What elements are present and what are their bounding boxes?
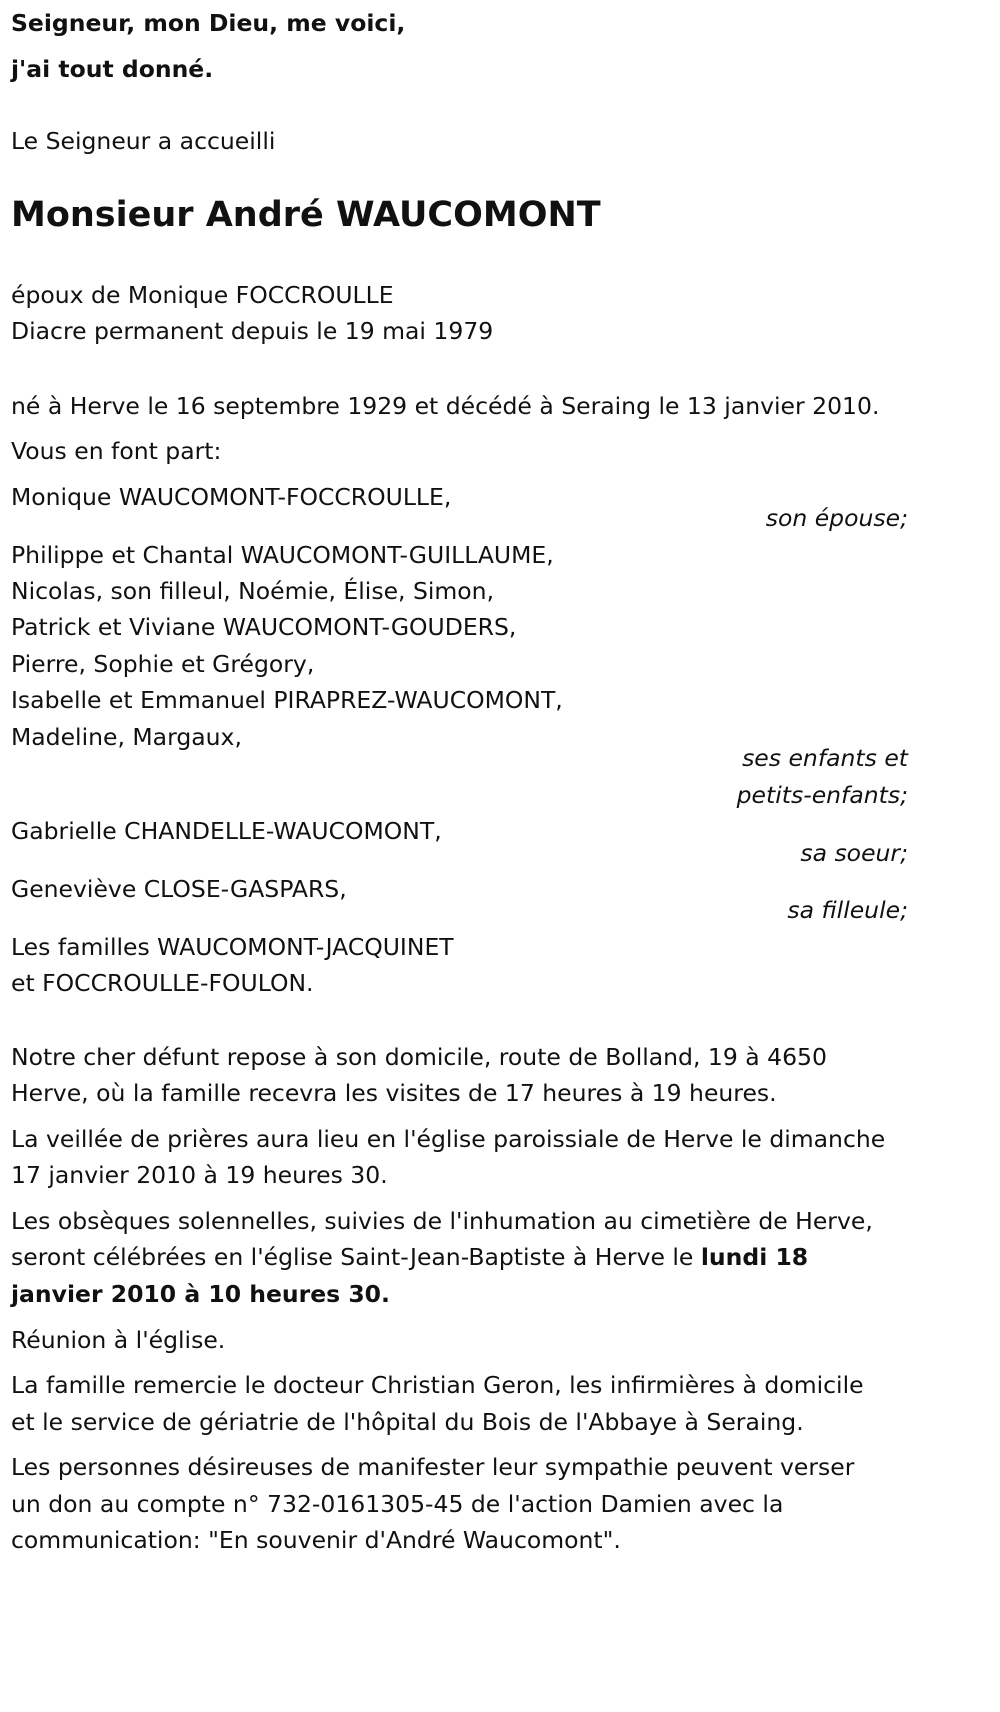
dates-line: né à Herve le 16 septembre 1929 et décédé à Seraing le 13 janvier 2010. [11,392,880,420]
child-line-6: Madeline, Margaux, [11,723,242,751]
funeral-line-1: Les obsèques solennelles, suivies de l'inhumation au cimetière de Herve, [11,1207,873,1235]
funeral-date-bold: lundi 18 [700,1243,809,1271]
child-line-4: Pierre, Sophie et Grégory, [11,650,315,678]
wife-relation: son épouse; [765,504,908,532]
funeral-line-3: janvier 2010 à 10 heures 30. [11,1280,390,1308]
meeting-line: Réunion à l'église. [11,1326,226,1354]
child-line-2: Nicolas, son filleul, Noémie, Élise, Simon, [11,577,495,605]
children-relation-2: petits-enfants; [736,781,908,809]
funeral-line-2-text: seront célébrées en l'église Saint-Jean-Baptiste à Herve le [11,1243,701,1271]
funeral-line-2 [11,1242,808,1272]
child-line-1: Philippe et Chantal WAUCOMONT-GUILLAUME, [11,541,554,569]
sister-name: Gabrielle CHANDELLE-WAUCOMONT, [11,817,442,845]
role-line: Diacre permanent depuis le 19 mai 1979 [11,317,494,345]
thanks-line-1: La famille remercie le docteur Christian Geron, les infirmières à domicile [11,1371,864,1399]
spouse-line: époux de Monique FOCCROULLE [11,281,394,309]
vigil-line-1: La veillée de prières aura lieu en l'église paroissiale de Herve le dimanche [11,1125,886,1153]
announce-line: Vous en font part: [11,437,222,465]
thanks-line-2: et le service de gériatrie de l'hôpital du Bois de l'Abbaye à Seraing. [11,1408,804,1436]
families-line-1: Les familles WAUCOMONT-JACQUINET [11,933,454,961]
child-line-3: Patrick et Viviane WAUCOMONT-GOUDERS, [11,613,517,641]
rest-line-1: Notre cher défunt repose à son domicile, route de Bolland, 19 à 4650 [11,1043,827,1071]
children-relation-1: ses enfants et [742,744,908,772]
donation-line-2: un don au compte n° 732-0161305-45 de l'action Damien avec la [11,1490,784,1518]
vigil-line-2: 17 janvier 2010 à 19 heures 30. [11,1161,388,1189]
intro-text: Le Seigneur a accueilli [11,127,276,155]
donation-line-1: Les personnes désireuses de manifester leur sympathie peuvent verser [11,1453,855,1481]
goddaughter-name: Geneviève CLOSE-GASPARS, [11,875,347,903]
families-line-2: et FOCCROULLE-FOULON. [11,969,314,997]
rest-line-2: Herve, où la famille recevra les visites de 17 heures à 19 heures. [11,1079,777,1107]
verse-line-2: j'ai tout donné. [11,55,214,83]
child-line-5: Isabelle et Emmanuel PIRAPREZ-WAUCOMONT, [11,686,563,714]
wife-name: Monique WAUCOMONT-FOCCROULLE, [11,483,452,511]
donation-line-3: communication: "En souvenir d'André Waucomont". [11,1526,621,1554]
goddaughter-relation: sa filleule; [787,896,908,924]
deceased-name: Monsieur André WAUCOMONT [11,195,601,235]
sister-relation: sa soeur; [800,839,908,867]
verse-line-1: Seigneur, mon Dieu, me voici, [11,9,406,37]
